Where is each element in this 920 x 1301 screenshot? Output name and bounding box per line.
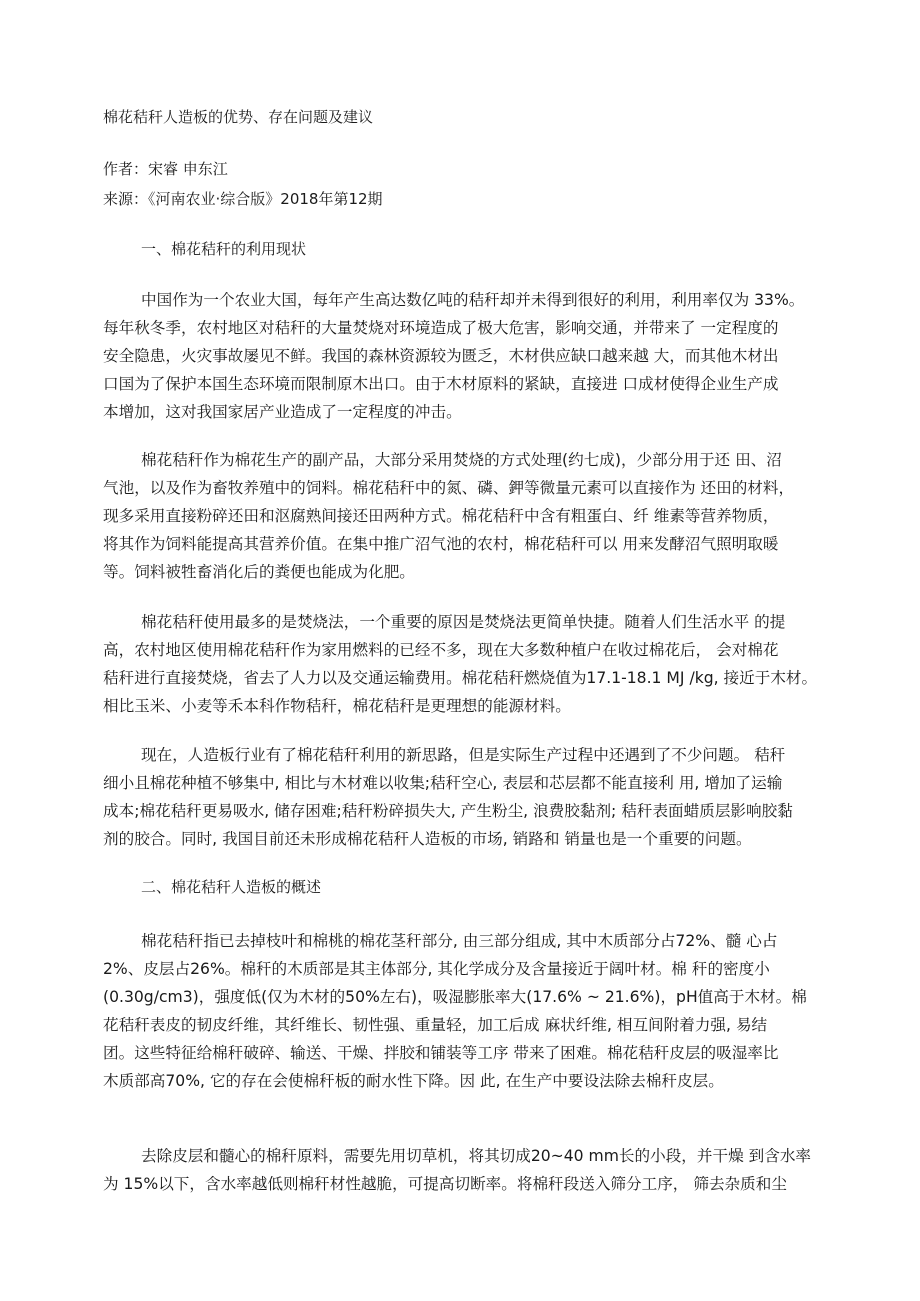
paragraph-1 xyxy=(103,286,803,426)
paragraph-line: 成本;棉花秸秆更易吸水, 储存困难;秸秆粉碎损失大, 产生粉尘, 浪费胶黏剂; 秸秆表面蜡质层影响胶黏 xyxy=(103,802,793,820)
paragraph-line: 剂的胶合。同时, 我国目前还未形成棉花秸秆人造板的市场, 销路和 销量也是一个重要的问题。 xyxy=(103,830,752,848)
paragraph-line: 高，农村地区使用棉花秸秆作为家用燃料的已经不多，现在大多数种植户在收过棉花后， 会对棉花 xyxy=(103,641,779,659)
paragraph-line: 现在，人造板行业有了棉花秸秆利用的新思路，但是实际生产过程中还遇到了不少问题。 秸秆 xyxy=(141,746,786,764)
paragraph-line: 棉花秸秆作为棉花生产的副产品，大部分采用焚烧的方式处理(约七成)，少部分用于还 田、沼 xyxy=(141,451,782,469)
paragraph-line: 2%、皮层占26%。棉秆的木质部是其主体部分, 其化学成分及含量接近于阔叶材。棉 秆的密度小 xyxy=(103,960,770,978)
paragraph-line: 细小且棉花种植不够集中, 相比与木材难以收集;秸秆空心, 表层和芯层都不能直接利 用, 增加了运输 xyxy=(103,774,783,792)
paragraph-line: 气池，以及作为畜牧养殖中的饲料。棉花秸秆中的氮、磷、鉀等微量元素可以直接作为 还田的材料， xyxy=(103,479,795,497)
section-heading-2: 二、棉花秸秆人造板的概述 xyxy=(141,878,322,896)
paragraph-4 xyxy=(103,741,803,853)
section-heading-1: 一、棉花秸秆的利用现状 xyxy=(141,240,307,258)
paragraph-line: 木质部高70%, 它的存在会使棉秆板的耐水性下降。因 此, 在生产中要设法除去棉秆皮层。 xyxy=(103,1072,724,1090)
source-line: 来源：《河南农业·综合版》2018年第12期 xyxy=(103,190,383,208)
paragraph-line: 相比玉米、小麦等禾本科作物秸秆，棉花秸秆是更理想的能源材料。 xyxy=(103,697,571,715)
article-title: 棉花秸秆人造板的优势、存在问题及建议 xyxy=(103,108,374,126)
paragraph-line: 秸秆进行直接焚烧，省去了人力以及交通运输费用。棉花秸秆燃烧值为17.1-18.1 MJ /kg, 接近于木材。 xyxy=(103,669,818,687)
paragraph-2 xyxy=(103,446,803,586)
paragraph-line: 团。这些特征给棉秆破碎、输送、干燥、拌胶和铺装等工序 带来了困难。棉花秸秆皮层的吸湿率比 xyxy=(103,1044,779,1062)
paragraph-line: 花秸秆表皮的韧皮纤维，其纤维长、韧性强、重量轻，加工后成 麻状纤维, 相互间附着力强, 易结 xyxy=(103,1016,768,1034)
paragraph-line: 口国为了保护本国生态环境而限制原木出口。由于木材原料的紧缺，直接进 口成材使得企业生产成 xyxy=(103,375,779,393)
paragraph-line: 为 15%以下，含水率越低则棉秆材性越脆，可提高切断率。将棉秆段送入筛分工序， 筛去杂质和尘 xyxy=(103,1175,787,1193)
author-line: 作者：宋睿 申东江 xyxy=(103,160,228,178)
paragraph-line: 等。饲料被牲畜消化后的粪便也能成为化肥。 xyxy=(103,563,415,581)
paragraph-line: 每年秋冬季，农村地区对秸秆的大量焚烧对环境造成了极大危害，影响交通，并带来了 一定程度的 xyxy=(103,319,779,337)
paragraph-line: 将其作为饲料能提高其营养价值。在集中推广沼气池的农村，棉花秸秆可以 用来发酵沼气照明取暖 xyxy=(103,535,779,553)
paragraph-line: 现多采用直接粉碎还田和沤腐熟间接还田两种方式。棉花秸秆中含有粗蛋白、纤 维素等营养物质， xyxy=(103,507,779,525)
paragraph-line: 安全隐患，火灾事故屡见不鲜。我国的森林资源较为匮乏，木材供应缺口越来越 大，而其他木材出 xyxy=(103,347,779,365)
paragraph-3 xyxy=(103,608,818,720)
paragraph-6 xyxy=(103,1142,812,1198)
paragraph-line: 本增加，这对我国家居产业造成了一定程度的冲击。 xyxy=(103,403,462,421)
paragraph-5 xyxy=(103,927,807,1095)
paragraph-line: 棉花秸秆使用最多的是焚烧法，一个重要的原因是焚烧法更简单快捷。随着人们生活水平 的提 xyxy=(141,613,786,631)
paragraph-line: (0.30g/cm3)，强度低(仅为木材的50%左右)，吸湿膨胀率大(17.6% ~ 21.6%)，pH值高于木材。棉 xyxy=(103,988,807,1006)
paragraph-line: 中国作为一个农业大国，每年产生高达数亿吨的秸秆却并未得到很好的利用，利用率仅为 33%。 xyxy=(141,291,805,309)
paragraph-line: 棉花秸秆指已去掉枝叶和棉桃的棉花茎秆部分, 由三部分组成, 其中木质部分占72%、髓 心占 xyxy=(141,932,778,950)
paragraph-line: 去除皮层和髓心的棉秆原料，需要先用切草机，将其切成20~40 mm长的小段，并干燥 到含水率 xyxy=(141,1147,812,1165)
